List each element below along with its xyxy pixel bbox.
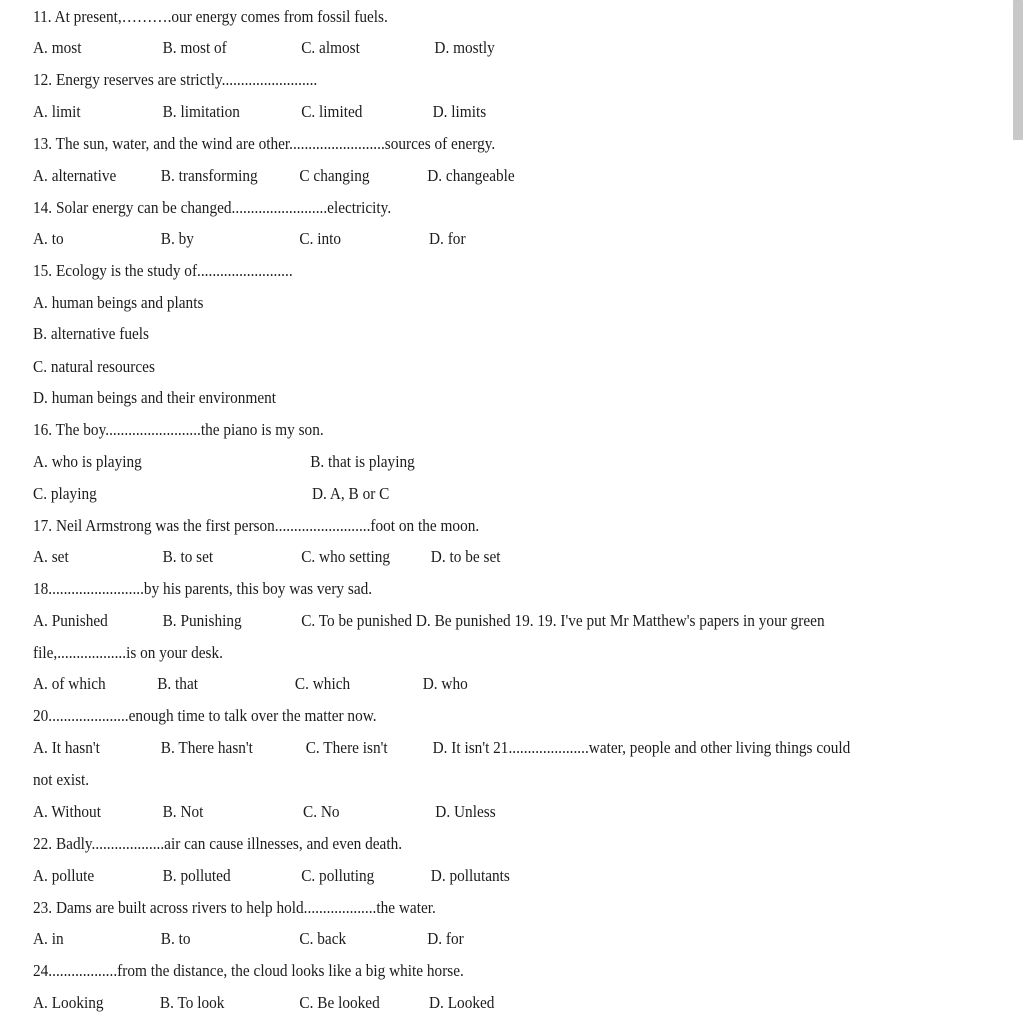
question-18: 18.........................by his parents, this boy was very sad.: [33, 579, 373, 598]
option-a: A. alternative: [33, 166, 117, 185]
option-d: D. pollutants: [430, 866, 510, 885]
option-c: C. back: [299, 929, 347, 948]
question-14: 14. Solar energy can be changed.........................electricity.: [33, 198, 392, 217]
option-c-d-and-question-19: C. To be punished D. Be punished 19. 19. I've put Mr Matthew's papers in your green: [301, 611, 825, 630]
option-d: D. Looked: [429, 993, 495, 1012]
option-a: A. Looking: [33, 993, 104, 1012]
option-15-b: B. alternative fuels: [33, 324, 149, 343]
question-13: 13. The sun, water, and the wind are other.........................sources of energy.: [33, 134, 496, 153]
option-c: C changing: [299, 166, 370, 185]
option-a: A. pollute: [33, 866, 95, 885]
option-b: B. limitation: [162, 102, 240, 121]
option-d: D. limits: [432, 102, 487, 121]
option-d: D. mostly: [434, 38, 495, 57]
question-22: 22. Badly...................air can cause illnesses, and even death.: [33, 834, 403, 853]
question-20: 20.....................enough time to talk over the matter now.: [33, 706, 377, 725]
option-a: A. It hasn't: [33, 738, 100, 757]
option-15-c: C. natural resources: [33, 357, 155, 376]
option-c: C. limited: [301, 102, 363, 121]
option-a: A. Without: [33, 802, 101, 821]
option-a: A. set: [33, 547, 69, 566]
question-21-cont: not exist.: [33, 770, 90, 789]
option-15-a: A. human beings and plants: [33, 293, 204, 312]
option-a: A. Punished: [33, 611, 108, 630]
option-d: D. A, B or C: [312, 484, 390, 503]
option-b: B. that: [157, 674, 199, 693]
option-c: C. Be looked: [299, 993, 380, 1012]
option-b: B. that is playing: [310, 452, 415, 471]
option-c: C. No: [303, 802, 340, 821]
option-d: D. for: [429, 229, 466, 248]
option-c: C. who setting: [301, 547, 391, 566]
option-c: C. into: [299, 229, 342, 248]
option-b: B. by: [160, 229, 194, 248]
option-b: B. to: [160, 929, 191, 948]
option-c: C. polluting: [301, 866, 375, 885]
vertical-scrollbar[interactable]: [1006, 0, 1024, 1023]
option-b: B. transforming: [160, 166, 258, 185]
question-17: 17. Neil Armstrong was the first person.........................foot on the moon.: [33, 516, 480, 535]
question-15: 15. Ecology is the study of.........................: [33, 261, 293, 280]
question-11: 11. At present,……….our energy comes from fossil fuels.: [33, 7, 388, 26]
option-b: B. Not: [162, 802, 204, 821]
option-a: A. of which: [33, 674, 106, 693]
option-c: C. almost: [301, 38, 360, 57]
option-c: C. playing: [33, 484, 97, 503]
option-a: A. in: [33, 929, 64, 948]
option-d: D. Unless: [435, 802, 496, 821]
option-c: C. There isn't: [305, 738, 388, 757]
question-16: 16. The boy.........................the piano is my son.: [33, 420, 324, 439]
scrollbar-thumb[interactable]: [1013, 0, 1023, 140]
option-a: A. who is playing: [33, 452, 142, 471]
option-b: B. to set: [162, 547, 214, 566]
option-a: A. most: [33, 38, 82, 57]
question-24: 24..................from the distance, the cloud looks like a big white horse.: [33, 961, 464, 980]
option-d: D. changeable: [427, 166, 515, 185]
option-a: A. limit: [33, 102, 81, 121]
option-c: C. which: [294, 674, 351, 693]
option-b: B. polluted: [162, 866, 231, 885]
option-d: D. who: [422, 674, 468, 693]
option-b: B. There hasn't: [160, 738, 253, 757]
option-b: B. Punishing: [162, 611, 242, 630]
option-a: A. to: [33, 229, 64, 248]
option-d: D. for: [427, 929, 464, 948]
question-12: 12. Energy reserves are strictly.........................: [33, 70, 318, 89]
question-23: 23. Dams are built across rivers to help hold...................the water.: [33, 898, 436, 917]
option-b: B. To look: [159, 993, 225, 1012]
option-15-d: D. human beings and their environment: [33, 388, 277, 407]
option-b: B. most of: [162, 38, 227, 57]
question-19-cont: file,..................is on your desk.: [33, 643, 223, 662]
option-d-and-question-21: D. It isn't 21.....................water, people and other living things could: [432, 738, 851, 757]
option-d: D. to be set: [430, 547, 501, 566]
